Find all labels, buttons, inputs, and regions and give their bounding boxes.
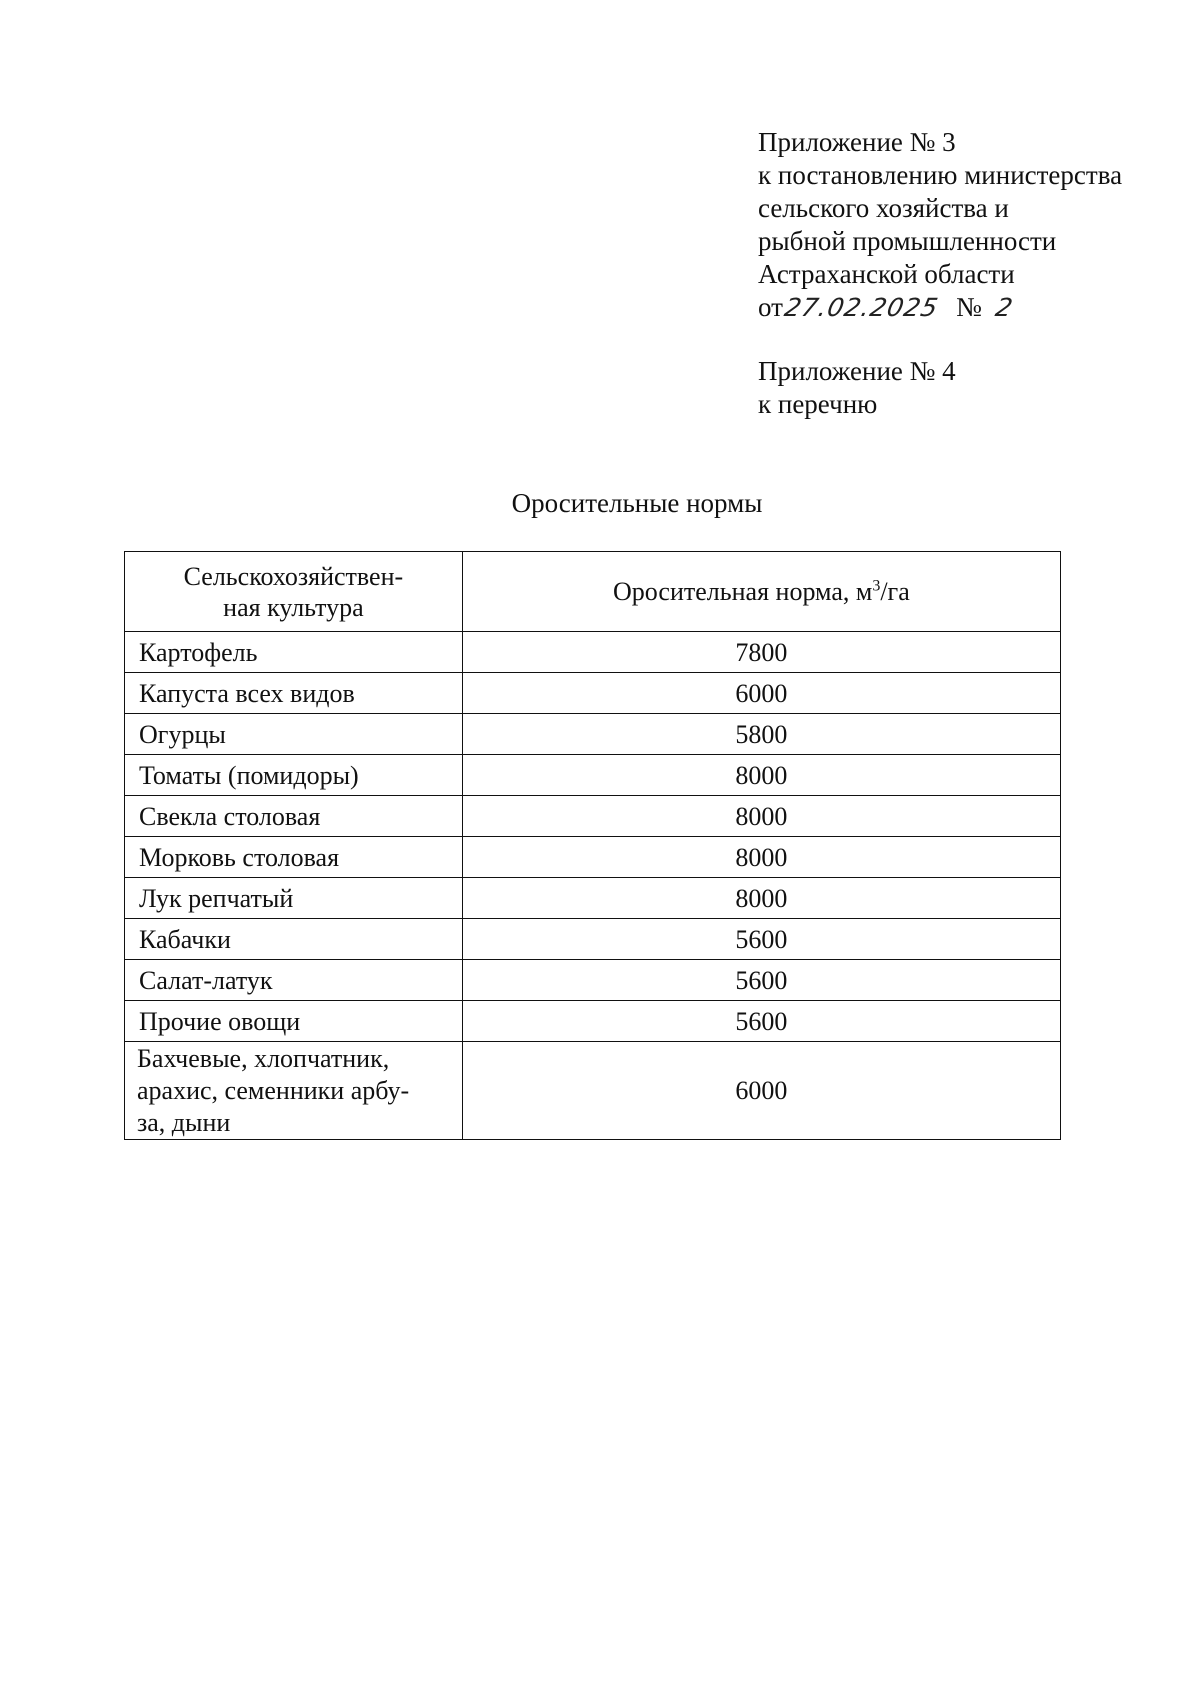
appendix-4-caption bbox=[758, 355, 956, 421]
crop-cell-line: арахис, семенники арбу- bbox=[137, 1075, 410, 1105]
norm-cell: 6000 bbox=[462, 673, 1060, 714]
table-row bbox=[125, 755, 1061, 796]
crop-header-line: Сельскохозяйствен- bbox=[183, 561, 404, 591]
handwritten-number: 2 bbox=[992, 293, 1016, 322]
appendix-3-caption bbox=[758, 126, 1122, 324]
table-row bbox=[125, 878, 1061, 919]
norm-cell: 8000 bbox=[462, 796, 1060, 837]
crop-cell: Томаты (помидоры) bbox=[125, 755, 463, 796]
table-row bbox=[125, 673, 1061, 714]
appendix-3-date-line bbox=[758, 291, 1122, 324]
norm-cell: 5600 bbox=[462, 1001, 1060, 1042]
appendix-3-line: рыбной промышленности bbox=[758, 226, 1057, 256]
crop-cell: Лук репчатый bbox=[125, 878, 463, 919]
document-title: Оросительные нормы bbox=[511, 488, 763, 518]
handwritten-date: 27.02.2025 bbox=[781, 293, 942, 322]
table-row bbox=[125, 714, 1061, 755]
norm-cell: 6000 bbox=[462, 1042, 1060, 1140]
appendix-4-line: к перечню bbox=[758, 389, 878, 419]
crop-header-line: ная культура bbox=[223, 592, 364, 622]
norm-cell: 7800 bbox=[462, 632, 1060, 673]
crop-cell: Картофель bbox=[125, 632, 463, 673]
appendix-3-line: к постановлению министерства bbox=[758, 160, 1123, 190]
norm-cell: 5600 bbox=[462, 960, 1060, 1001]
crop-cell: Свекла столовая bbox=[125, 796, 463, 837]
crop-cell-line: Бахчевые, хлопчатник, bbox=[137, 1043, 390, 1073]
table-row bbox=[125, 796, 1061, 837]
norm-header-superscript: 3 bbox=[872, 577, 881, 595]
table-row bbox=[125, 837, 1061, 878]
norm-column-header bbox=[462, 552, 1060, 632]
crop-cell: Салат-латук bbox=[125, 960, 463, 1001]
table-row bbox=[125, 1001, 1061, 1042]
norm-cell: 8000 bbox=[462, 837, 1060, 878]
crop-cell-line: за, дыни bbox=[137, 1107, 231, 1137]
crop-cell: Морковь столовая bbox=[125, 837, 463, 878]
crop-cell bbox=[125, 1042, 463, 1140]
number-sign: № bbox=[956, 292, 982, 322]
norm-cell: 5800 bbox=[462, 714, 1060, 755]
crop-cell: Кабачки bbox=[125, 919, 463, 960]
norm-cell: 8000 bbox=[462, 755, 1060, 796]
table-row bbox=[125, 960, 1061, 1001]
table-header-row bbox=[125, 552, 1061, 632]
appendix-3-line: Астраханской области bbox=[758, 259, 1015, 289]
crop-column-header bbox=[125, 552, 463, 632]
crop-cell: Капуста всех видов bbox=[125, 673, 463, 714]
date-prefix: от bbox=[758, 292, 783, 322]
appendix-4-line: Приложение № 4 bbox=[758, 356, 956, 386]
norm-header-unit: /га bbox=[880, 577, 910, 606]
table-row bbox=[125, 1042, 1061, 1140]
crop-cell: Огурцы bbox=[125, 714, 463, 755]
table-row bbox=[125, 632, 1061, 673]
appendix-3-line: сельского хозяйства и bbox=[758, 193, 1009, 223]
norm-cell: 5600 bbox=[462, 919, 1060, 960]
norm-cell: 8000 bbox=[462, 878, 1060, 919]
appendix-3-line: Приложение № 3 bbox=[758, 127, 956, 157]
irrigation-norms-table bbox=[124, 551, 1061, 1140]
norm-header-text: Оросительная норма, м bbox=[613, 577, 873, 606]
crop-cell: Прочие овощи bbox=[125, 1001, 463, 1042]
table-row bbox=[125, 919, 1061, 960]
